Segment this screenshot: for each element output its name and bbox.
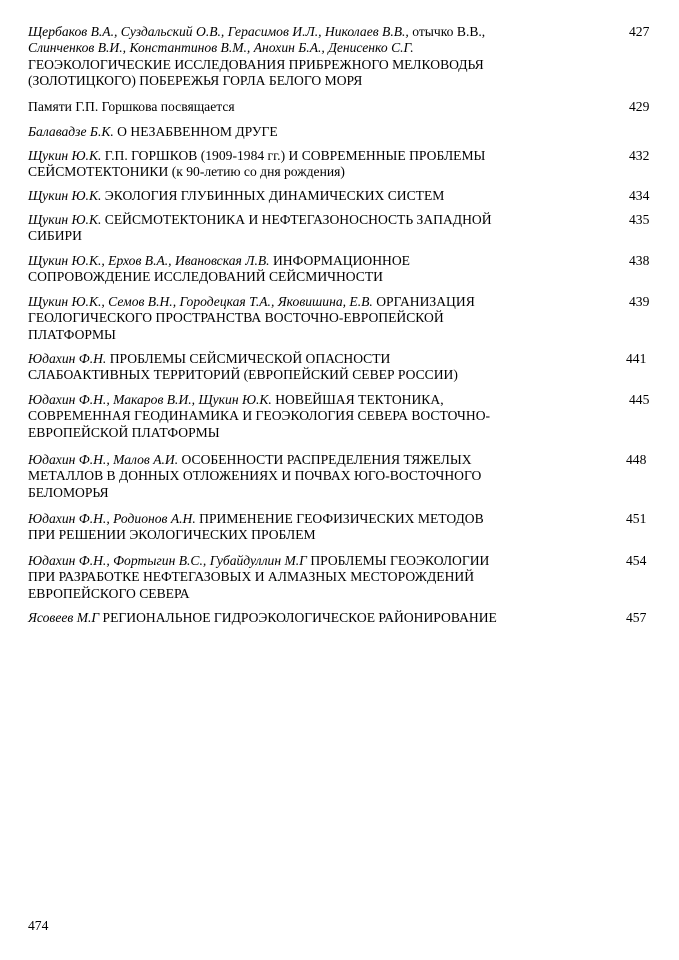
entry-title: СЛАБОАКТИВНЫХ ТЕРРИТОРИЙ (ЕВРОПЕЙСКИЙ СЕВЕР РОССИИ)	[28, 367, 458, 383]
entry-text	[28, 212, 593, 245]
entry-line	[28, 148, 593, 164]
entry-line	[28, 425, 593, 441]
entry-line	[28, 485, 593, 501]
page-number: 448	[626, 452, 647, 467]
entry-line	[28, 310, 593, 326]
entry-line	[28, 327, 593, 343]
folio-page-number: 474	[28, 918, 49, 933]
page-number: 445	[629, 392, 650, 407]
entry-authors: Балавадзе Б.К.	[28, 124, 114, 139]
entry-authors: Щербаков В.А., Суздальский О.В., Герасимов И.Л., Николаев В.В.,	[28, 24, 413, 39]
entry-title: отычко В.В.,	[412, 24, 486, 39]
entry-text	[28, 511, 593, 544]
entry-authors: Щукин Ю.К., Семов В.Н., Городецкая Т.А., Яковишина, Е.В.	[28, 294, 373, 309]
entry-line	[28, 367, 593, 383]
entry-authors: Юдахин Ф.Н.	[28, 351, 107, 366]
entry-authors: Слинченков В.И., Константинов В.М., Анохин Б.А., Денисенко С.Г.	[28, 40, 414, 56]
entry-text	[28, 553, 593, 602]
page-number: 451	[626, 511, 647, 526]
entry-authors: Юдахин Ф.Н., Фортыгин В.С., Губайдуллин М.Г	[28, 553, 307, 568]
entry-title: ОРГАНИЗАЦИЯ	[372, 294, 475, 309]
entry-title: СЕЙСМОТЕКТОНИКА И НЕФТЕГАЗОНОСНОСТЬ ЗАПАДНОЙ	[101, 212, 492, 227]
entry-line	[28, 269, 593, 285]
entry-title: СОВРЕМЕННАЯ ГЕОДИНАМИКА И ГЕОЭКОЛОГИЯ СЕВЕРА ВОСТОЧНО-	[28, 408, 491, 424]
entry-title: ГЕОЛОГИЧЕСКОГО ПРОСТРАНСТВА ВОСТОЧНО-ЕВРОПЕЙСКОЙ	[28, 310, 444, 326]
entry-text	[28, 124, 593, 140]
entry-title: ПРОБЛЕМЫ ГЕОЭКОЛОГИИ	[306, 553, 490, 568]
entry-line	[28, 24, 593, 40]
entry-line	[28, 40, 593, 56]
page-number: 439	[629, 294, 650, 309]
entry-text	[28, 351, 593, 384]
entry-title: ГЕОЭКОЛОГИЧЕСКИЕ ИССЛЕДОВАНИЯ ПРИБРЕЖНОГО МЕЛКОВОДЬЯ	[28, 56, 484, 72]
entry-title: РЕГИОНАЛЬНОЕ ГИДРОЭКОЛОГИЧЕСКОЕ РАЙОНИРОВАНИЕ	[99, 610, 497, 625]
entry-authors: Щукин Ю.К.	[28, 188, 102, 203]
entry-title: ПРИ РАЗРАБОТКЕ НЕФТЕГАЗОВЫХ И АЛМАЗНЫХ МЕСТОРОЖДЕНИЙ	[28, 569, 475, 585]
page-number: 432	[629, 148, 650, 163]
entry-line	[28, 253, 593, 269]
entry-line	[28, 553, 593, 569]
entry-title: СЕЙСМОТЕКТОНИКИ (к 90-летию со дня рождения)	[28, 164, 345, 180]
entry-line	[28, 294, 593, 310]
entry-text	[28, 253, 593, 286]
entry-line	[28, 57, 593, 73]
entry-line	[28, 212, 593, 228]
entry-title: ИНФОРМАЦИОННОЕ	[269, 253, 410, 268]
page-number: 438	[629, 253, 650, 268]
entry-title: СОПРОВОЖДЕНИЕ ИССЛЕДОВАНИЙ СЕЙСМИЧНОСТИ	[28, 269, 383, 285]
entry-line	[28, 164, 593, 180]
entry-line	[28, 468, 593, 484]
entry-title: Г.П. ГОРШКОВ (1909-1984 гг.) И СОВРЕМЕННЫЕ ПРОБЛЕМЫ	[101, 148, 486, 163]
page-number: 427	[629, 24, 650, 39]
entry-title: БЕЛОМОРЬЯ	[28, 484, 109, 500]
entry-line	[28, 408, 593, 424]
entry-line	[28, 188, 593, 204]
entry-title: Памяти Г.П. Горшкова посвящается	[28, 99, 235, 114]
page-number: 435	[629, 212, 650, 227]
entry-authors: Юдахин Ф.Н., Макаров В.И., Щукин Ю.К.	[28, 392, 272, 407]
entry-line	[28, 392, 593, 408]
entry-title: НОВЕЙШАЯ ТЕКТОНИКА,	[271, 392, 444, 407]
entry-title: ПЛАТФОРМЫ	[28, 326, 116, 342]
page-number: 429	[629, 99, 650, 114]
entry-authors: Щукин Ю.К.	[28, 148, 102, 163]
entry-title: СИБИРИ	[28, 228, 82, 244]
entry-line	[28, 610, 593, 626]
entry-title: О НЕЗАБВЕННОМ ДРУГЕ	[113, 124, 278, 139]
entry-text	[28, 294, 593, 343]
entry-line	[28, 124, 593, 140]
page-number: 454	[626, 553, 647, 568]
entry-title: ЕВРОПЕЙСКОГО СЕВЕРА	[28, 585, 190, 601]
page-number: 441	[626, 351, 647, 366]
entry-authors: Ясовеев М.Г	[28, 610, 100, 625]
entry-line	[28, 73, 593, 89]
entry-title: ПРОБЛЕМЫ СЕЙСМИЧЕСКОЙ ОПАСНОСТИ	[106, 351, 391, 366]
entry-authors: Щукин Ю.К., Ерхов В.А., Ивановская Л.В.	[28, 253, 270, 268]
entry-text	[28, 188, 593, 204]
entry-line	[28, 527, 593, 543]
entry-line	[28, 351, 593, 367]
entry-title: (ЗОЛОТИЦКОГО) ПОБЕРЕЖЬЯ ГОРЛА БЕЛОГО МОРЯ	[28, 73, 363, 89]
entry-authors: Юдахин Ф.Н., Малов А.И.	[28, 452, 179, 467]
entry-text	[28, 99, 593, 115]
entry-line	[28, 99, 593, 115]
entry-title: ЕВРОПЕЙСКОЙ ПЛАТФОРМЫ	[28, 424, 220, 440]
entry-text	[28, 24, 593, 90]
entry-line	[28, 228, 593, 244]
entry-authors: Юдахин Ф.Н., Родионов А.Н.	[28, 511, 196, 526]
entry-text	[28, 452, 593, 501]
page-number: 457	[626, 610, 647, 625]
entry-line	[28, 569, 593, 585]
entry-title: МЕТАЛЛОВ В ДОННЫХ ОТЛОЖЕНИЯХ И ПОЧВАХ ЮГО-ВОСТОЧНОГО	[28, 468, 482, 484]
entry-authors: Щукин Ю.К.	[28, 212, 102, 227]
entry-title: ПРИМЕНЕНИЕ ГЕОФИЗИЧЕСКИХ МЕТОДОВ	[195, 511, 484, 526]
entry-line	[28, 586, 593, 602]
entry-title: ЭКОЛОГИЯ ГЛУБИННЫХ ДИНАМИЧЕСКИХ СИСТЕМ	[101, 188, 445, 203]
entry-line	[28, 511, 593, 527]
entry-text	[28, 392, 593, 441]
entry-title: ОСОБЕННОСТИ РАСПРЕДЕЛЕНИЯ ТЯЖЕЛЫХ	[178, 452, 472, 467]
entry-text	[28, 610, 593, 626]
entry-title: ПРИ РЕШЕНИИ ЭКОЛОГИЧЕСКИХ ПРОБЛЕМ	[28, 527, 316, 543]
page-number: 434	[629, 188, 650, 203]
entry-text	[28, 148, 593, 181]
entry-line	[28, 452, 593, 468]
